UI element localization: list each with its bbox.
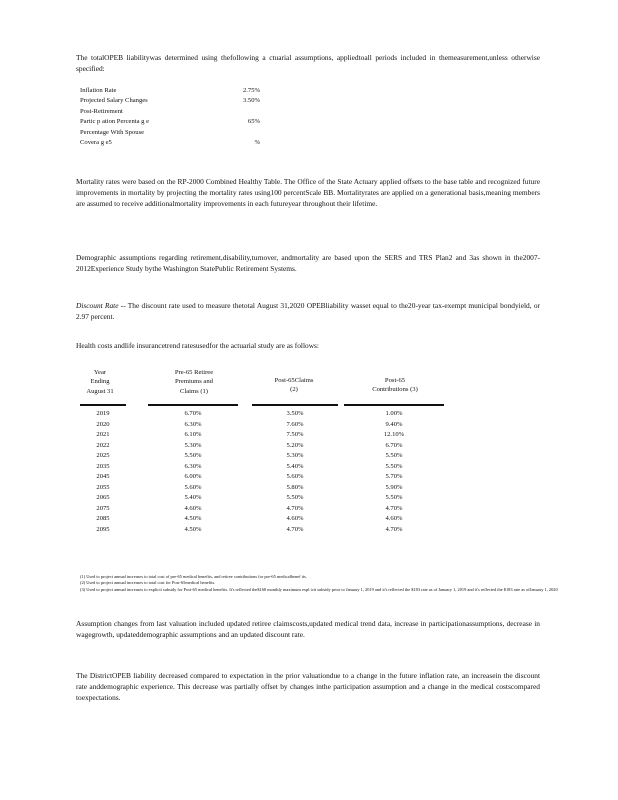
post65-claims-cell: 5.80% — [286, 483, 304, 491]
assumption-label: Inflation Rate — [80, 87, 117, 94]
year-cell: 2022 — [96, 441, 110, 449]
pre65-cell: 4.50% — [184, 525, 202, 533]
post65-claims-cell: 4.60% — [286, 515, 304, 522]
assumptions-list — [80, 86, 260, 148]
post65-contributions-cell: 4.70% — [385, 504, 403, 512]
table-row — [80, 451, 480, 462]
pre65-cell: 6.70% — [184, 410, 202, 417]
discount-rate-text: -- The discount rate used to measure thetotal August 31,2020 OPEBliability wasset equal to the20-year tax-exempt municipal bondyield, or 2.97 percent. — [76, 301, 540, 321]
assumption-row — [80, 117, 260, 127]
year-cell: 2065 — [96, 494, 110, 501]
header-rule-post65-contributions — [344, 404, 444, 406]
post65-contributions-cell: 12.10% — [383, 431, 405, 438]
footnote: (1) Used to project annual increases to total cost of pre-65 medical benefits, and retiree contributions for pre-65 medicalbenef its. — [80, 574, 307, 579]
header-rule-year — [80, 404, 126, 406]
header-pre65: Pre-65 Retiree Premiums and Claims (1) — [174, 369, 214, 395]
table-row — [80, 472, 480, 483]
pre65-cell: 6.30% — [184, 420, 202, 428]
assumption-row — [80, 107, 260, 117]
pre65-cell: 5.50% — [184, 452, 202, 459]
post65-contributions-cell: 1.00% — [385, 410, 403, 417]
table-row — [80, 514, 480, 525]
table-row — [80, 483, 480, 494]
footnote: (2) Used to project annual increases to total cost for Post-65medical benefits. — [80, 580, 216, 586]
table-row — [80, 462, 480, 473]
header-post65-claims: Post-65Claims (2) — [274, 377, 314, 394]
pre65-cell: 5.30% — [184, 441, 202, 449]
table-row — [80, 493, 480, 504]
year-cell: 2075 — [96, 504, 110, 512]
table-row — [80, 409, 480, 420]
post65-claims-cell: 4.70% — [286, 504, 304, 512]
pre65-cell: 5.40% — [184, 494, 202, 501]
trend-table-footnotes — [80, 574, 558, 593]
post65-claims-cell: 5.20% — [286, 441, 304, 449]
year-cell: 2025 — [96, 452, 110, 459]
pre65-cell: 6.10% — [184, 431, 202, 438]
assumption-value: 65% — [247, 118, 260, 126]
year-cell: 2055 — [96, 483, 110, 491]
post65-contributions-cell: 5.70% — [385, 473, 403, 480]
post65-claims-cell: 5.40% — [286, 462, 304, 470]
year-cell: 2020 — [96, 420, 110, 428]
assumption-row — [80, 96, 260, 106]
trend-intro-paragraph: Health costs andlife insurancetrend ratesusedfor the actuarial study are as follows: — [76, 341, 319, 350]
pre65-cell: 6.30% — [184, 462, 202, 470]
year-cell: 2045 — [96, 473, 110, 480]
pre65-cell: 4.60% — [184, 504, 202, 512]
year-cell: 2021 — [96, 431, 110, 438]
assumption-value: 2.75% — [242, 87, 260, 94]
table-row — [80, 420, 480, 431]
year-cell: 2019 — [96, 410, 110, 417]
year-cell: 2085 — [96, 515, 110, 522]
assumption-label: Post-Retirement — [80, 107, 123, 115]
post65-claims-cell: 5.50% — [286, 494, 304, 501]
assumption-label: Covera g e5 — [80, 138, 112, 146]
post65-contributions-cell: 6.70% — [385, 441, 403, 449]
assumption-row — [80, 138, 260, 148]
post65-claims-cell: 7.50% — [286, 431, 304, 438]
demographic-paragraph: Demographic assumptions regarding retirement,disability,turnover, andmortality are based upon the SERS and TRS Plan2 and 3as shown in the2007-2012Experience Study bythe Washington StatePublic Retirement Systems. — [76, 253, 540, 273]
post65-contributions-cell: 5.50% — [385, 462, 403, 470]
footnote: (3) Used to project annual increases to explicit subsidy for Post-65 medical benefits. It's reflected the$168 monthly maximum expl icit subsidy prior to January 1, 2019 and it's reflected the $183 rate as of January 1, 2019 and it's reflected the $183 rate as ofJanuary 1, 2020 — [80, 586, 558, 592]
trend-table-header — [80, 368, 480, 406]
post65-claims-cell: 4.70% — [286, 525, 304, 533]
assumption-row — [80, 86, 260, 96]
pre65-cell: 6.00% — [184, 473, 202, 480]
pre65-cell: 5.60% — [184, 483, 202, 491]
mortality-paragraph: Mortality rates were based on the RP-2000 Combined Healthy Table. The Office of the State Actuary applied offsets to the base table and recognized future improvements in mortality by projecting the mortality rates using100 percentScale BB. Mortalityrates are applied on a generational basis,meaning members are assumed to receive additionalmortality improvements in each futureyear throughout their lifetime. — [76, 177, 540, 208]
post65-claims-cell: 5.30% — [286, 452, 304, 459]
post65-claims-cell: 3.50% — [286, 410, 304, 417]
assumption-row — [80, 128, 260, 138]
post65-claims-cell: 7.60% — [286, 420, 304, 428]
post65-contributions-cell: 9.40% — [385, 420, 403, 428]
post65-contributions-cell: 5.50% — [385, 494, 403, 501]
table-row — [80, 430, 480, 441]
table-row — [80, 504, 480, 515]
post65-contributions-cell: 4.70% — [385, 525, 403, 533]
year-cell: 2035 — [96, 462, 110, 470]
pre65-cell: 4.50% — [184, 515, 202, 522]
header-post65-contributions: Post-65 Contributions (3) — [372, 377, 418, 394]
assumption-value: % — [254, 138, 260, 146]
intro-paragraph: The totalOPEB liabilitywas determined using thefollowing a ctuarial assumptions, appliedtoall periods included in themeasurement,unless otherwise specified: — [76, 53, 540, 73]
discount-rate-paragraph — [76, 300, 540, 322]
assumption-label: Partic p ation Percenta g e — [80, 118, 150, 126]
assumption-label: Projected Salary Changes — [80, 97, 148, 105]
assumption-label: Percentage With Spouse — [80, 128, 145, 136]
year-cell: 2095 — [96, 525, 110, 533]
header-year: Year Ending August 31 — [86, 369, 114, 395]
header-rule-pre65 — [148, 404, 238, 406]
post65-contributions-cell: 5.50% — [385, 452, 403, 459]
discount-rate-label: Discount Rate — [76, 301, 119, 310]
post65-contributions-cell: 4.60% — [385, 515, 403, 522]
table-row — [80, 525, 480, 536]
trend-rates-table — [80, 368, 480, 533]
trend-table-body — [80, 409, 480, 535]
assumption-changes-paragraph: Assumption changes from last valuation included updated retiree claimscosts,updated medical trend data, increase in participationassumptions, decrease in wagegrowth, updateddemographic assumptions and an updated discount rate. — [76, 619, 540, 639]
table-row — [80, 441, 480, 452]
district-liability-paragraph: The DistrictOPEB liability decreased compared to expectation in the prior valuationdue to a change in the future inflation rate, an increasein the discount rate anddemographic experience. This decrease was partially offset by changes inthe participation assumption and a change in the medical costscompared toexpectations. — [76, 671, 540, 702]
post65-claims-cell: 5.60% — [286, 473, 304, 480]
assumption-value: 3.50% — [242, 97, 260, 105]
header-rule-post65-claims — [252, 404, 338, 406]
post65-contributions-cell: 5.90% — [385, 483, 403, 491]
